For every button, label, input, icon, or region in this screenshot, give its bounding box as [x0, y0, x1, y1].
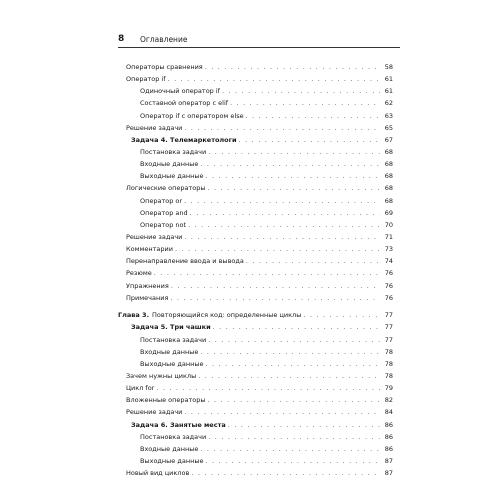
header-rule	[118, 47, 400, 48]
toc-dot-leader	[205, 61, 380, 73]
toc-chapter-entry	[118, 309, 393, 321]
toc-entry-title: Цикл for	[126, 384, 155, 393]
toc-entry-title: Повторяющийся код: определенные циклы	[152, 311, 302, 320]
toc-entry-title: Новый вид циклов	[126, 469, 190, 478]
toc-dot-leader	[184, 195, 380, 207]
toc-entry-title: Оператор if	[126, 75, 166, 84]
toc-page-number: 82	[384, 396, 393, 405]
toc-dot-leader	[200, 443, 380, 455]
toc-dot-leader	[184, 231, 380, 243]
toc-dot-leader	[246, 255, 380, 267]
toc-page-number: 65	[384, 123, 393, 132]
toc-page-number: 78	[384, 347, 393, 356]
toc-dot-leader	[154, 267, 380, 279]
toc-entry-title: Постановка задачи	[140, 147, 207, 156]
toc-entry	[118, 455, 393, 467]
toc-entry	[118, 419, 393, 431]
toc-entry	[118, 467, 393, 479]
toc-entry	[118, 443, 393, 455]
toc-entry	[118, 122, 393, 134]
toc-page-number: 68	[384, 147, 393, 156]
toc-page-number: 84	[384, 408, 393, 417]
toc-dot-leader	[222, 85, 380, 97]
toc-page-number: 69	[384, 208, 393, 217]
toc-entry	[118, 382, 393, 394]
toc-entry-title: Решение задачи	[126, 123, 183, 132]
toc-page-number: 68	[384, 196, 393, 205]
toc-dot-leader	[198, 370, 380, 382]
toc-dot-leader	[184, 406, 380, 418]
toc-entry	[118, 170, 393, 182]
toc-entry	[118, 146, 393, 158]
toc-entry	[118, 280, 393, 292]
toc-entry-title: Задача 5. Три чашки	[131, 323, 211, 332]
toc-entry	[118, 182, 393, 194]
toc-dot-leader	[303, 309, 380, 321]
toc-dot-leader	[208, 394, 381, 406]
toc-entry	[118, 334, 393, 346]
toc-entry-title: Составной оператор c elif	[140, 99, 229, 108]
toc-entry-title: Входные данные	[140, 444, 199, 453]
toc-entry-title: Входные данные	[140, 347, 199, 356]
toc-entry-title: Перенаправление ввода и вывода	[126, 257, 244, 266]
toc-entry	[118, 267, 393, 279]
toc-entry	[118, 292, 393, 304]
toc-entry-title: Логические операторы	[126, 184, 206, 193]
toc-dot-leader	[205, 170, 380, 182]
toc-dot-leader	[246, 110, 380, 122]
toc-page-number: 68	[384, 172, 393, 181]
toc-page-number: 86	[384, 444, 393, 453]
toc-entry	[118, 358, 393, 370]
toc-entry-title: Упражнения	[126, 281, 169, 290]
page-header	[118, 31, 382, 47]
toc-entry-title: Выходные данные	[140, 172, 204, 181]
toc-dot-leader	[190, 207, 380, 219]
toc-entry	[118, 97, 393, 109]
toc-entry	[118, 158, 393, 170]
toc-entry-title: Решение задачи	[126, 232, 183, 241]
toc-page-number: 79	[384, 384, 393, 393]
toc-page-number: 61	[384, 87, 393, 96]
toc-entry-title: Одиночный оператор if	[140, 87, 220, 96]
toc-entry	[118, 370, 393, 382]
toc-dot-leader	[213, 321, 380, 333]
toc-entry	[118, 110, 393, 122]
toc-entry-title: Комментарии	[126, 245, 173, 254]
toc-page-number: 62	[384, 99, 393, 108]
toc-entry-title: Постановка задачи	[140, 335, 207, 344]
toc-page-number: 77	[384, 323, 393, 332]
toc-chapter-number: Глава 3.	[118, 311, 150, 320]
toc-entry-title: Резюме	[126, 269, 152, 278]
toc-entry-title: Задача 6. Занятые места	[131, 420, 226, 429]
toc-entry	[118, 195, 393, 207]
toc-entry-title: Операторы сравнения	[126, 63, 203, 71]
toc-page-number: 76	[384, 281, 393, 290]
toc-page-number: 70	[384, 220, 393, 229]
toc-dot-leader	[200, 158, 380, 170]
toc-page-number: 77	[384, 311, 393, 320]
toc-entry-title: Выходные данные	[140, 457, 204, 465]
toc-entry	[118, 134, 393, 146]
toc-dot-leader	[230, 97, 380, 109]
toc-page-number: 86	[384, 432, 393, 441]
toc-page-number: 78	[384, 359, 393, 368]
toc-entry-title: Вложенные операторы	[126, 396, 206, 405]
toc-page-number: 71	[384, 232, 393, 241]
toc-entry	[118, 406, 393, 418]
toc-dot-leader	[156, 382, 380, 394]
toc-page-number: 74	[384, 257, 393, 266]
toc-entry-title: Оператор and	[140, 208, 188, 217]
toc-entry-title: Решение задачи	[126, 408, 183, 417]
toc-dot-leader	[239, 134, 380, 146]
toc-page-number: 76	[384, 293, 393, 302]
toc-page-number: 87	[384, 469, 393, 478]
toc-entry-title: Оператор or	[140, 196, 183, 205]
toc-dot-leader	[205, 455, 380, 467]
toc-page-number: 68	[384, 184, 393, 193]
toc-page-number: 63	[384, 111, 393, 120]
toc-dot-leader	[188, 219, 380, 231]
toc-page-number: 58	[384, 63, 393, 71]
toc-page-number: 76	[384, 269, 393, 278]
toc-dot-leader	[208, 334, 380, 346]
page-number: 8	[118, 34, 125, 44]
toc-entry-title: Оператор if c оператором else	[140, 111, 244, 120]
toc-entry-title: Входные данные	[140, 160, 199, 169]
toc-entry-title: Выходные данные	[140, 359, 204, 368]
toc-page-number: 87	[384, 457, 393, 465]
toc-page-number: 68	[384, 160, 393, 169]
toc-dot-leader	[228, 419, 380, 431]
toc-entry-title: Примечания	[126, 293, 169, 302]
toc-entry	[118, 207, 393, 219]
toc-dot-leader	[168, 73, 380, 85]
toc-entry	[118, 219, 393, 231]
toc-dot-leader	[208, 431, 380, 443]
toc-page-number: 77	[384, 335, 393, 344]
toc-entry	[118, 61, 393, 73]
toc-dot-leader	[170, 292, 380, 304]
toc-entry	[118, 346, 393, 358]
toc-page-number: 73	[384, 245, 393, 254]
running-title: Оглавление	[140, 34, 188, 44]
toc-entry	[118, 431, 393, 443]
toc-page-number: 61	[384, 75, 393, 84]
toc-dot-leader	[175, 243, 380, 255]
toc-entry	[118, 85, 393, 97]
toc-dot-leader	[171, 280, 380, 292]
toc-entry-title: Оператор not	[140, 220, 187, 229]
toc-entry	[118, 321, 393, 333]
toc-page-number: 78	[384, 372, 393, 381]
toc-dot-leader	[184, 122, 380, 134]
toc-entry	[118, 243, 393, 255]
toc-dot-leader	[208, 146, 380, 158]
toc-entry-title: Зачем нужны циклы	[126, 372, 197, 381]
toc-dot-leader	[208, 182, 381, 194]
toc-entry-title: Задача 4. Телемаркетологи	[131, 135, 237, 144]
toc-entry	[118, 394, 393, 406]
toc-entry	[118, 255, 393, 267]
toc-entry	[118, 73, 393, 85]
table-of-contents	[118, 61, 393, 479]
toc-dot-leader	[191, 467, 380, 479]
toc-entry-title: Постановка задачи	[140, 432, 207, 441]
toc-page-number: 67	[384, 135, 393, 144]
toc-entry	[118, 231, 393, 243]
toc-page-number: 86	[384, 420, 393, 429]
toc-dot-leader	[200, 346, 380, 358]
toc-dot-leader	[205, 358, 380, 370]
